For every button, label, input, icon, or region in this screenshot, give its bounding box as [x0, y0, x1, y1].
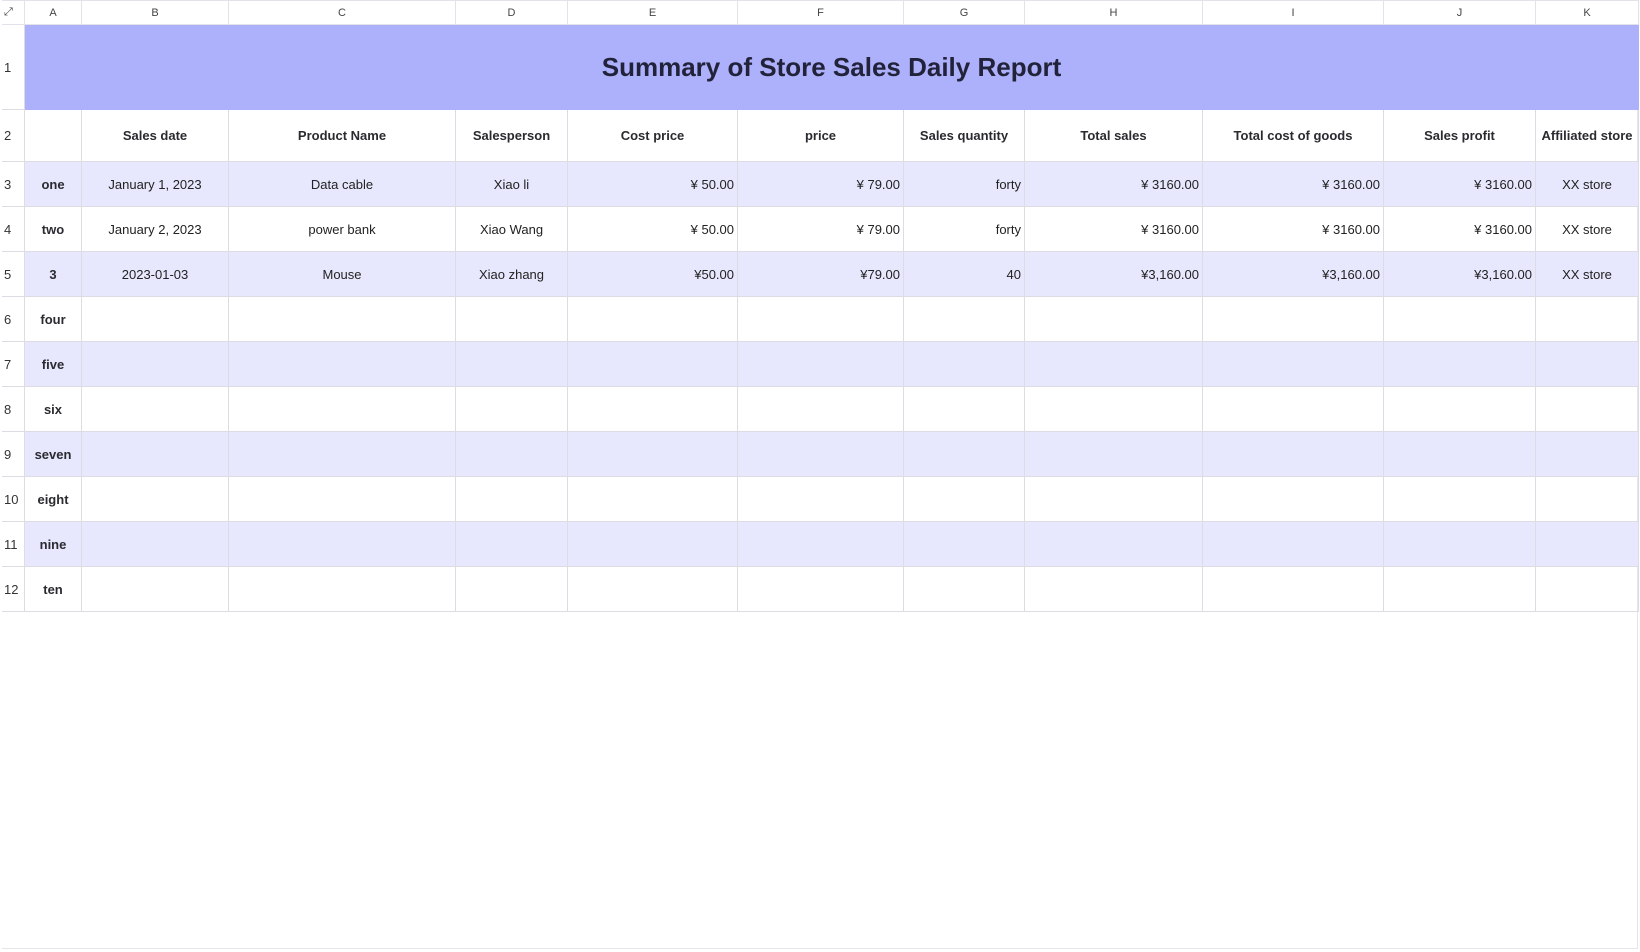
header-cell[interactable]: Affiliated store [1536, 110, 1639, 162]
header-cell[interactable]: Sales quantity [904, 110, 1025, 162]
column-header-i[interactable]: I [1203, 1, 1384, 25]
table-cell[interactable] [1203, 477, 1384, 522]
column-header-f[interactable]: F [738, 1, 904, 25]
table-cell[interactable]: ¥3,160.00 [1384, 252, 1536, 297]
table-cell[interactable] [229, 297, 456, 342]
table-cell[interactable] [82, 297, 229, 342]
table-cell[interactable] [1384, 477, 1536, 522]
table-cell[interactable]: ¥79.00 [738, 252, 904, 297]
table-cell[interactable]: nine [25, 522, 82, 567]
table-cell[interactable]: ¥ 50.00 [568, 207, 738, 252]
column-header-c[interactable]: C [229, 1, 456, 25]
table-row [3, 522, 1639, 567]
table-cell[interactable] [82, 432, 229, 477]
column-header-a[interactable]: A [25, 1, 82, 25]
table-cell[interactable]: ¥ 3160.00 [1203, 162, 1384, 207]
table-cell[interactable]: power bank [229, 207, 456, 252]
table-cell[interactable]: ¥ 3160.00 [1203, 207, 1384, 252]
table-row [3, 207, 1639, 252]
table-cell[interactable] [1025, 522, 1203, 567]
table-cell[interactable]: ¥ 50.00 [568, 162, 738, 207]
header-row [3, 110, 1639, 162]
resize-corner-icon: ⤢ [4, 6, 13, 18]
table-cell[interactable]: Data cable [229, 162, 456, 207]
row-number[interactable]: 7 [3, 342, 25, 387]
table-cell[interactable]: ten [25, 567, 82, 612]
header-cell[interactable]: Total sales [1025, 110, 1203, 162]
column-header-e[interactable]: E [568, 1, 738, 25]
table-cell[interactable] [904, 567, 1025, 612]
table-row [3, 387, 1639, 432]
table-cell[interactable]: ¥ 3160.00 [1384, 162, 1536, 207]
table-cell[interactable] [1203, 522, 1384, 567]
table-cell[interactable]: five [25, 342, 82, 387]
header-cell[interactable] [25, 110, 82, 162]
table-cell[interactable] [82, 522, 229, 567]
table-cell[interactable]: XX store [1536, 162, 1639, 207]
table-cell[interactable]: ¥ 3160.00 [1025, 207, 1203, 252]
table-cell[interactable] [1536, 297, 1639, 342]
table-row [3, 252, 1639, 297]
table-cell[interactable]: January 1, 2023 [82, 162, 229, 207]
table-cell[interactable]: 40 [904, 252, 1025, 297]
table-cell[interactable] [1384, 522, 1536, 567]
table-cell[interactable]: one [25, 162, 82, 207]
row-number[interactable]: 9 [3, 432, 25, 477]
column-header-j[interactable]: J [1384, 1, 1536, 25]
row-number[interactable]: 4 [3, 207, 25, 252]
column-header-row [3, 1, 1639, 25]
table-cell[interactable] [1384, 387, 1536, 432]
table-cell[interactable] [1025, 387, 1203, 432]
table-cell[interactable] [456, 297, 568, 342]
table-cell[interactable] [568, 297, 738, 342]
row-number[interactable]: 5 [3, 252, 25, 297]
table-cell[interactable] [1203, 342, 1384, 387]
table-cell[interactable] [456, 432, 568, 477]
spreadsheet-grid [2, 0, 1639, 612]
table-cell[interactable] [229, 387, 456, 432]
table-cell[interactable] [904, 297, 1025, 342]
column-header-b[interactable]: B [82, 1, 229, 25]
data-body [3, 162, 1639, 612]
table-cell[interactable] [904, 522, 1025, 567]
table-row [3, 342, 1639, 387]
table-cell[interactable] [738, 522, 904, 567]
table-cell[interactable] [904, 432, 1025, 477]
row-number[interactable]: 8 [3, 387, 25, 432]
table-cell[interactable]: ¥ 79.00 [738, 162, 904, 207]
table-cell[interactable] [568, 522, 738, 567]
table-row [3, 432, 1639, 477]
column-header-g[interactable]: G [904, 1, 1025, 25]
table-cell[interactable] [82, 567, 229, 612]
table-cell[interactable] [568, 432, 738, 477]
table-cell[interactable]: six [25, 387, 82, 432]
table-cell[interactable] [1203, 432, 1384, 477]
table-cell[interactable] [1536, 567, 1639, 612]
table-cell[interactable]: Xiao li [456, 162, 568, 207]
row-number[interactable]: 2 [3, 110, 25, 162]
table-cell[interactable] [1536, 432, 1639, 477]
table-row [3, 477, 1639, 522]
table-cell[interactable] [1203, 567, 1384, 612]
table-cell[interactable] [82, 477, 229, 522]
table-cell[interactable]: XX store [1536, 207, 1639, 252]
row-number[interactable]: 3 [3, 162, 25, 207]
table-cell[interactable]: two [25, 207, 82, 252]
table-cell[interactable] [738, 477, 904, 522]
table-row [3, 567, 1639, 612]
table-cell[interactable] [1025, 342, 1203, 387]
table-cell[interactable]: ¥ 79.00 [738, 207, 904, 252]
table-cell[interactable] [456, 387, 568, 432]
table-cell[interactable] [1536, 342, 1639, 387]
table-cell[interactable] [82, 342, 229, 387]
table-cell[interactable] [904, 387, 1025, 432]
column-header-k[interactable]: K [1536, 1, 1639, 25]
table-cell[interactable] [738, 342, 904, 387]
row-number[interactable]: 1 [3, 25, 25, 110]
table-cell[interactable]: Xiao zhang [456, 252, 568, 297]
table-cell[interactable] [1203, 387, 1384, 432]
row-number[interactable]: 11 [3, 522, 25, 567]
table-cell[interactable] [456, 342, 568, 387]
table-cell[interactable]: Xiao Wang [456, 207, 568, 252]
table-cell[interactable]: ¥3,160.00 [1025, 252, 1203, 297]
table-cell[interactable] [1384, 432, 1536, 477]
table-cell[interactable] [568, 477, 738, 522]
table-cell[interactable] [229, 522, 456, 567]
table-cell[interactable] [1025, 297, 1203, 342]
table-cell[interactable]: Mouse [229, 252, 456, 297]
header-cell[interactable]: Sales date [82, 110, 229, 162]
table-cell[interactable] [1536, 387, 1639, 432]
table-cell[interactable]: ¥ 3160.00 [1384, 207, 1536, 252]
table-cell[interactable]: four [25, 297, 82, 342]
select-all-corner[interactable] [3, 1, 25, 25]
header-cell[interactable]: Salesperson [456, 110, 568, 162]
table-cell[interactable] [229, 342, 456, 387]
table-cell[interactable] [1536, 477, 1639, 522]
table-cell[interactable] [1203, 297, 1384, 342]
table-cell[interactable] [456, 477, 568, 522]
table-cell[interactable] [568, 342, 738, 387]
table-cell[interactable] [1025, 477, 1203, 522]
table-cell[interactable] [568, 387, 738, 432]
table-cell[interactable]: forty [904, 207, 1025, 252]
header-cell[interactable]: Sales profit [1384, 110, 1536, 162]
table-cell[interactable] [738, 432, 904, 477]
table-cell[interactable]: seven [25, 432, 82, 477]
table-cell[interactable] [456, 567, 568, 612]
row-number[interactable]: 10 [3, 477, 25, 522]
table-cell[interactable] [82, 387, 229, 432]
column-header-d[interactable]: D [456, 1, 568, 25]
table-cell[interactable]: 2023-01-03 [82, 252, 229, 297]
table-cell[interactable] [1384, 567, 1536, 612]
table-cell[interactable] [456, 522, 568, 567]
column-header-h[interactable]: H [1025, 1, 1203, 25]
table-cell[interactable]: ¥50.00 [568, 252, 738, 297]
table-cell[interactable] [1536, 522, 1639, 567]
row-number[interactable]: 12 [3, 567, 25, 612]
table-cell[interactable] [1025, 567, 1203, 612]
table-cell[interactable] [1384, 342, 1536, 387]
row-number[interactable]: 6 [3, 297, 25, 342]
table-row [3, 297, 1639, 342]
header-cell[interactable]: Total cost of goods [1203, 110, 1384, 162]
table-cell[interactable]: January 2, 2023 [82, 207, 229, 252]
title-row [3, 25, 1639, 110]
table-cell[interactable] [1025, 432, 1203, 477]
table-cell[interactable] [904, 477, 1025, 522]
report-title[interactable]: Summary of Store Sales Daily Report [25, 25, 1639, 110]
table-cell[interactable]: forty [904, 162, 1025, 207]
table-cell[interactable] [738, 387, 904, 432]
table-cell[interactable] [738, 567, 904, 612]
table-cell[interactable]: XX store [1536, 252, 1639, 297]
table-cell[interactable]: ¥3,160.00 [1203, 252, 1384, 297]
header-cell[interactable]: Product Name [229, 110, 456, 162]
table-row [3, 162, 1639, 207]
header-cell[interactable]: Cost price [568, 110, 738, 162]
table-cell[interactable]: eight [25, 477, 82, 522]
table-cell[interactable] [229, 432, 456, 477]
table-cell[interactable] [229, 567, 456, 612]
table-cell[interactable]: 3 [25, 252, 82, 297]
table-cell[interactable] [1384, 297, 1536, 342]
table-cell[interactable] [904, 342, 1025, 387]
table-cell[interactable] [738, 297, 904, 342]
table-cell[interactable] [568, 567, 738, 612]
table-cell[interactable]: ¥ 3160.00 [1025, 162, 1203, 207]
table-cell[interactable] [229, 477, 456, 522]
header-cell[interactable]: price [738, 110, 904, 162]
